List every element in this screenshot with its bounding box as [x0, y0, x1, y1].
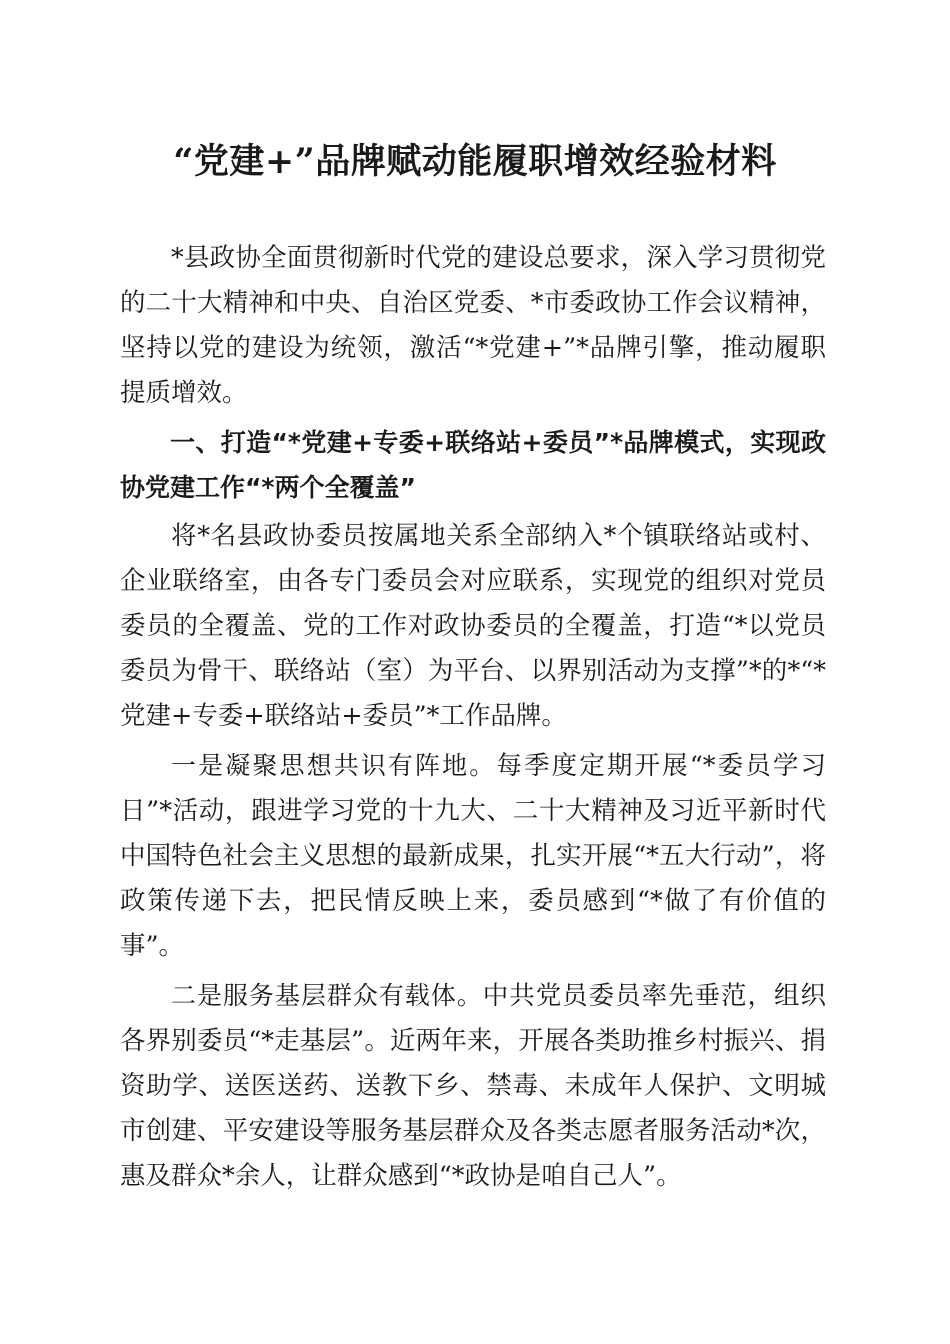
document-title: “党建+”品牌赋动能履职增效经验材料 — [173, 141, 777, 182]
section-1-paragraph: 将*名县政协委员按属地关系全部纳入*个镇联络站或村、企业联络室，由各专门委员会对应联系，实现党的组织对党员委员的全覆盖、党的工作对政协委员的全覆盖，打造“*以党员委员为骨干、联络站（室）为平台、以界别活动为支撑”*的*“*党建+专委+联络站+委员”*工作品牌。 — [120, 521, 826, 731]
point-2-lead: 二是服务基层群众有载体。 — [171, 981, 483, 1010]
section-1-heading: 一、打造“*党建+专委+联络站+委员”*品牌模式，实现政协党建工作“*两个全覆盖” — [120, 428, 826, 502]
point-1-lead: 一是凝聚思想共识有阵地。 — [171, 751, 497, 780]
point-2-paragraph — [120, 973, 826, 1199]
intro-paragraph: *县政协全面贯彻新时代党的建设总要求，深入学习贯彻党的二十大精神和中央、自治区党委、*市委政协工作会议精神，坚持以党的建设为统领，激活“*党建+”*品牌引擎，推动履职提质增效。 — [120, 243, 826, 408]
point-1-body: 每季度定期开展“*委员学习日”*活动，跟进学习党的十九大、二十大精神及习近平新时代中国特色社会主义思想的最新成果，扎实开展“*五大行动”，将政策传递下去，把民情反映上来，委员感到“*做了有价值的事”。 — [120, 751, 826, 961]
point-2-body: 中共党员委员率先垂范，组织各界别委员“*走基层”。近两年来，开展各类助推乡村振兴、捐资助学、送医送药、送教下乡、禁毒、未成年人保护、文明城市创建、平安建设等服务基层群众及各类志愿者服务活动*次，惠及群众*余人，让群众感到“*政协是咱自己人”。 — [120, 981, 826, 1191]
document-body — [120, 236, 826, 1203]
point-1-paragraph — [120, 743, 826, 969]
